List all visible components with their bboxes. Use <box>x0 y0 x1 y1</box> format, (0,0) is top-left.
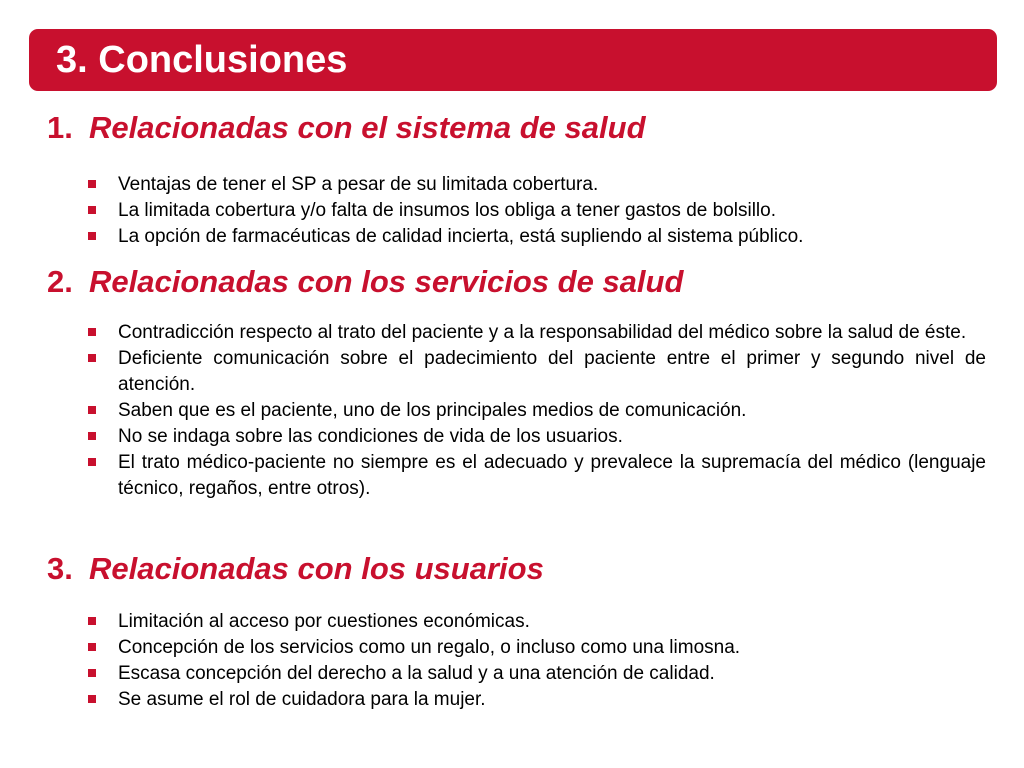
section-3-bullets <box>88 609 986 713</box>
list-item-text: Deficiente comunicación sobre el padecimiento del paciente entre el primer y segundo nivel de atención. <box>118 348 986 395</box>
list-item-text: La opción de farmacéuticas de calidad incierta, está supliendo al sistema público. <box>118 226 804 247</box>
bullet-square-icon <box>88 232 96 240</box>
list-item-text: Concepción de los servicios como un regalo, o incluso como una limosna. <box>118 637 741 658</box>
page-title: 3. Conclusiones <box>56 39 348 81</box>
list-item <box>88 346 986 398</box>
list-item <box>88 398 986 424</box>
bullet-square-icon <box>88 669 96 677</box>
list-item <box>88 609 986 635</box>
title-bar <box>29 29 997 91</box>
list-item <box>88 424 986 450</box>
section-1-heading <box>47 110 997 146</box>
section-1-bullets <box>88 172 986 250</box>
bullet-square-icon <box>88 432 96 440</box>
list-item <box>88 198 986 224</box>
list-item-text: Limitación al acceso por cuestiones económicas. <box>118 611 530 632</box>
bullet-square-icon <box>88 328 96 336</box>
bullet-square-icon <box>88 643 96 651</box>
list-item <box>88 635 986 661</box>
list-item-text: Saben que es el paciente, uno de los principales medios de comunicación. <box>118 400 747 421</box>
list-item-text: Contradicción respecto al trato del paciente y a la responsabilidad del médico sobre la salud de éste. <box>118 322 967 343</box>
bullet-square-icon <box>88 406 96 414</box>
section-number: 1. <box>47 110 73 145</box>
section-2-heading <box>47 264 997 300</box>
list-item-text: El trato médico-paciente no siempre es el adecuado y prevalece la supremacía del médico (lenguaje técnico, regaños, entre otros). <box>118 452 986 499</box>
list-item <box>88 320 986 346</box>
section-3-heading <box>47 551 997 587</box>
section-title: Relacionadas con los usuarios <box>89 551 544 586</box>
bullet-square-icon <box>88 695 96 703</box>
bullet-square-icon <box>88 354 96 362</box>
bullet-square-icon <box>88 206 96 214</box>
list-item-text: Escasa concepción del derecho a la salud y a una atención de calidad. <box>118 663 715 684</box>
section-title: Relacionadas con el sistema de salud <box>89 110 646 145</box>
list-item <box>88 687 986 713</box>
section-number: 2. <box>47 264 73 299</box>
list-item-text: Ventajas de tener el SP a pesar de su limitada cobertura. <box>118 174 599 195</box>
list-item-text: La limitada cobertura y/o falta de insumos los obliga a tener gastos de bolsillo. <box>118 200 776 221</box>
section-2-bullets <box>88 320 986 502</box>
bullet-square-icon <box>88 180 96 188</box>
list-item-text: Se asume el rol de cuidadora para la mujer. <box>118 689 486 710</box>
section-title: Relacionadas con los servicios de salud <box>89 264 684 299</box>
bullet-square-icon <box>88 458 96 466</box>
bullet-square-icon <box>88 617 96 625</box>
list-item <box>88 661 986 687</box>
list-item <box>88 450 986 502</box>
list-item <box>88 172 986 198</box>
list-item <box>88 224 986 250</box>
section-number: 3. <box>47 551 73 586</box>
list-item-text: No se indaga sobre las condiciones de vida de los usuarios. <box>118 426 623 447</box>
